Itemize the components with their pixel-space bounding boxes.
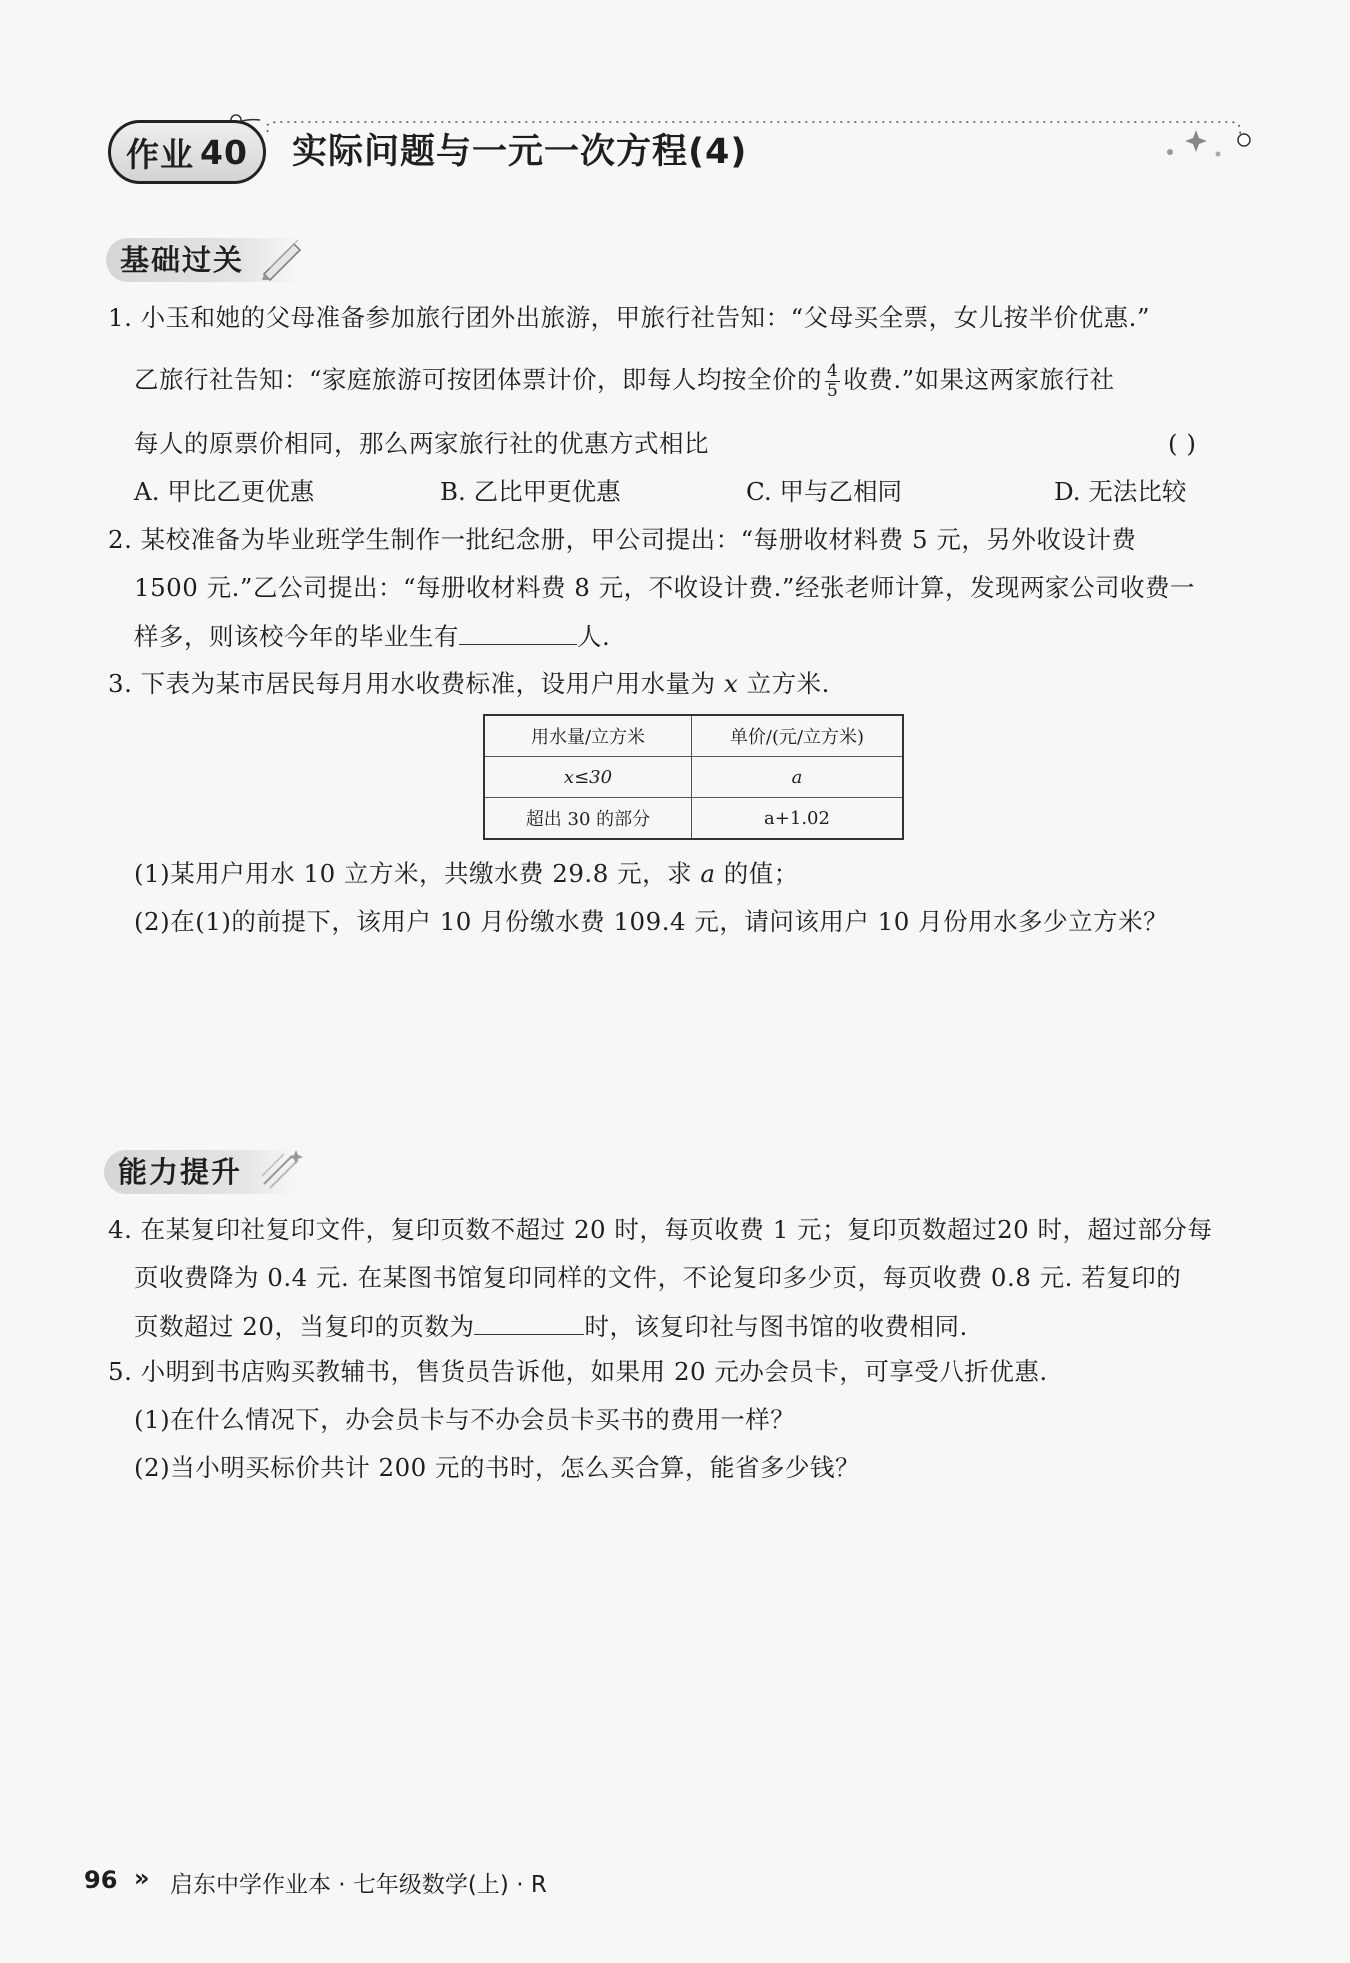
fraction-four-fifths [825, 363, 840, 400]
question-1-line-2-a: 乙旅行社告知：“家庭旅游可按团体票计价，即每人均按全价的 [134, 365, 823, 394]
question-4-line-3 [134, 1308, 968, 1345]
question-3-line-1-b: 立方米. [746, 669, 830, 698]
question-2-line-3-a: 样多，则该校今年的毕业生有 [134, 622, 459, 651]
option-b: B. 乙比甲更优惠 [440, 477, 621, 506]
question-1-line-1: 1. 小玉和她的父母准备参加旅行团外出旅游，甲旅行社告知：“父母买全票，女儿按半价优惠.” [108, 303, 1150, 332]
section-tag-advanced: 能力提升 [104, 1150, 296, 1194]
question-3-sub-1 [134, 856, 799, 892]
question-3-sub-1-b: 的值； [723, 859, 799, 888]
variable-x: x [723, 669, 739, 698]
question-4-line-3-a: 页数超过 20，当复印的页数为 [134, 1312, 475, 1341]
table-header-row [484, 715, 903, 757]
table-cell: a+1.02 [692, 798, 904, 840]
sparkle-icon [1185, 130, 1207, 152]
pencil-icon [258, 234, 306, 282]
option-c: C. 甲与乙相同 [746, 477, 902, 506]
answer-blank[interactable] [459, 618, 577, 645]
book-title-footer: 启东中学作业本 · 七年级数学(上) · R [170, 1872, 547, 1898]
ring-icon [1238, 134, 1250, 146]
option-a: A. 甲比乙更优惠 [134, 477, 315, 506]
question-2-line-1: 2. 某校准备为毕业班学生制作一批纪念册，甲公司提出：“每册收材料费 5 元，另外收设计费 [108, 525, 1137, 554]
question-5-sub-1: (1)在什么情况下，办会员卡与不办会员卡买书的费用一样？ [134, 1405, 796, 1434]
table-cell: a [692, 757, 904, 798]
answer-paren: ( ) [1168, 429, 1197, 458]
question-1-line-3: 每人的原票价相同，那么两家旅行社的优惠方式相比 [134, 429, 709, 458]
table-row [484, 798, 903, 840]
option-d: D. 无法比较 [1054, 477, 1187, 506]
question-4-line-3-b: 时，该复印社与图书馆的收费相同. [584, 1312, 968, 1341]
table-cell: 超出 30 的部分 [484, 798, 692, 840]
fraction-numerator: 4 [827, 361, 839, 381]
question-3-line-1 [108, 666, 830, 702]
page-title: 实际问题与一元一次方程(4) [292, 132, 748, 172]
question-3-line-1-a: 3. 下表为某市居民每月用水收费标准，设用户用水量为 [108, 669, 716, 698]
variable-a: a [700, 859, 716, 888]
assignment-badge [108, 120, 266, 184]
table-row [484, 757, 903, 798]
answer-blank[interactable] [474, 1308, 584, 1335]
question-2-line-2: 1500 元.”乙公司提出：“每册收材料费 8 元，不收设计费.”经张老师计算，发现两家公司收费一 [134, 573, 1195, 602]
question-5-sub-2: (2)当小明买标价共计 200 元的书时，怎么买合算，能省多少钱？ [134, 1453, 861, 1482]
question-3-sub-1-a: (1)某用户用水 10 立方米，共缴水费 29.8 元，求 [134, 859, 693, 888]
table-header-cell: 单价/(元/立方米) [692, 715, 904, 757]
double-chevron-icon: » [134, 1864, 150, 1892]
question-3-sub-2: (2)在(1)的前提下，该用户 10 月份缴水费 109.4 元，请问该用户 10 月份用水多少立方米？ [134, 907, 1169, 936]
section-tag-basic: 基础过关 [106, 238, 298, 282]
question-4-line-2: 页收费降为 0.4 元. 在某图书馆复印同样的文件，不论复印多少页，每页收费 0.8 元. 若复印的 [134, 1263, 1182, 1292]
question-1-line-2-b: 收费.”如果这两家旅行社 [843, 365, 1115, 394]
question-2-line-3-b: 人. [577, 622, 611, 651]
badge-number: 40 [200, 132, 248, 172]
table-header-cell: 用水量/立方米 [484, 715, 692, 757]
question-1-line-2 [134, 362, 1115, 400]
question-2-line-3 [134, 618, 610, 655]
badge-label: 作业 [126, 134, 195, 174]
fraction-denominator: 5 [827, 381, 839, 401]
page-number: 96 [84, 1866, 118, 1894]
question-5-line-1: 5. 小明到书店购买教辅书，售货员告诉他，如果用 20 元办会员卡，可享受八折优惠. [108, 1357, 1048, 1386]
water-rate-table [483, 714, 904, 840]
question-4-line-1: 4. 在某复印社复印文件，复印页数不超过 20 时，每页收费 1 元；复印页数超过20 时，超过部分每 [108, 1215, 1213, 1244]
table-cell: x≤30 [484, 757, 692, 798]
sparkle-stroke-icon [258, 1146, 306, 1194]
